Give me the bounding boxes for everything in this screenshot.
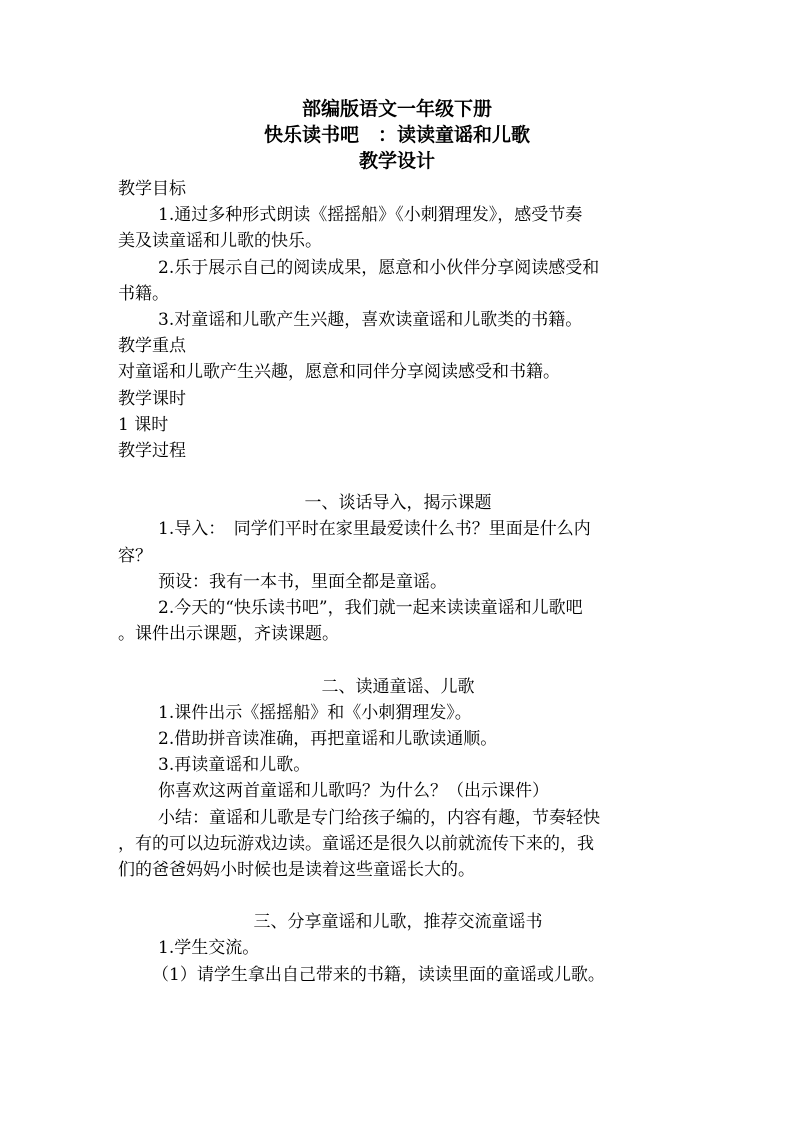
title-line-1: 部编版语文一年级下册 (301, 98, 492, 120)
section-2-summary-line-3: 们的爸爸妈妈小时候也是读着这些童谣长大的。 (118, 859, 475, 880)
objective-3: 3.对童谣和儿歌产生兴趣，喜欢读童谣和儿歌类的书籍。 (158, 309, 583, 330)
document-title (0, 96, 794, 174)
objective-1-line-2: 美及读童谣和儿歌的快乐。 (118, 231, 322, 252)
objective-2-line-2: 书籍。 (118, 283, 169, 304)
section-3-heading: 三、分享童谣和儿歌，推荐交流童谣书 (253, 912, 543, 933)
section-1-item-2-line-2: 。课件出示课题，齐读课题。 (118, 624, 339, 645)
process-heading: 教学过程 (118, 440, 186, 461)
spacer (118, 883, 678, 909)
objective-2-line-1: 2.乐于展示自己的阅读成果，愿意和小伙伴分享阅读感受和 (158, 257, 600, 278)
section-1-item-1-line-2: 容？ (118, 545, 152, 566)
spacer (118, 464, 678, 490)
title-line-2: 快乐读书吧 ：读读童谣和儿歌 (263, 124, 530, 146)
section-1-item-1-line-1: 1.导入： 同学们平时在家里最爱读什么书？里面是什么内 (158, 519, 591, 540)
section-2-summary-line-1: 小结：童谣和儿歌是专门给孩子编的，内容有趣，节奏轻快 (158, 807, 600, 828)
lesson-time-text: 1 课时 (118, 414, 169, 435)
section-3-sub-1: （1）请学生拿出自己带来的书籍，读读里面的童谣或儿歌。 (152, 964, 605, 985)
spacer (118, 647, 678, 673)
section-3-item-1: 1.学生交流。 (158, 938, 260, 959)
section-2-summary-line-2: ，有的可以边玩游戏边读。童谣还是很久以前就流传下来的，我 (118, 833, 594, 854)
section-2-item-2: 2.借助拼音读准确，再把童谣和儿歌读通顺。 (158, 728, 498, 749)
section-1-item-2-line-1: 2.今天的“快乐读书吧”，我们就一起来读读童谣和儿歌吧 (158, 598, 583, 618)
key-points-heading: 教学重点 (118, 336, 186, 357)
section-2-heading: 二、读通童谣、儿歌 (321, 676, 475, 697)
section-2-item-3: 3.再读童谣和儿歌。 (158, 755, 311, 776)
key-points-text: 对童谣和儿歌产生兴趣，愿意和同伴分享阅读感受和书籍。 (118, 362, 560, 383)
section-2-question: 你喜欢这两首童谣和儿歌吗？为什么？（出示课件） (158, 781, 549, 802)
objective-1-line-1: 1.通过多种形式朗读《摇摇船》《小刺猬理发》，感受节奏 (158, 205, 583, 226)
document-body (118, 176, 678, 988)
section-1-preset: 预设：我有一本书，里面全都是童谣。 (158, 571, 447, 592)
section-2-item-1: 1.课件出示《摇摇船》和《小刺猬理发》。 (158, 702, 472, 723)
section-1-heading: 一、谈话导入，揭示课题 (304, 493, 492, 514)
objectives-heading: 教学目标 (118, 179, 186, 199)
title-line-3: 教学设计 (358, 150, 435, 172)
lesson-time-heading: 教学课时 (118, 388, 186, 409)
